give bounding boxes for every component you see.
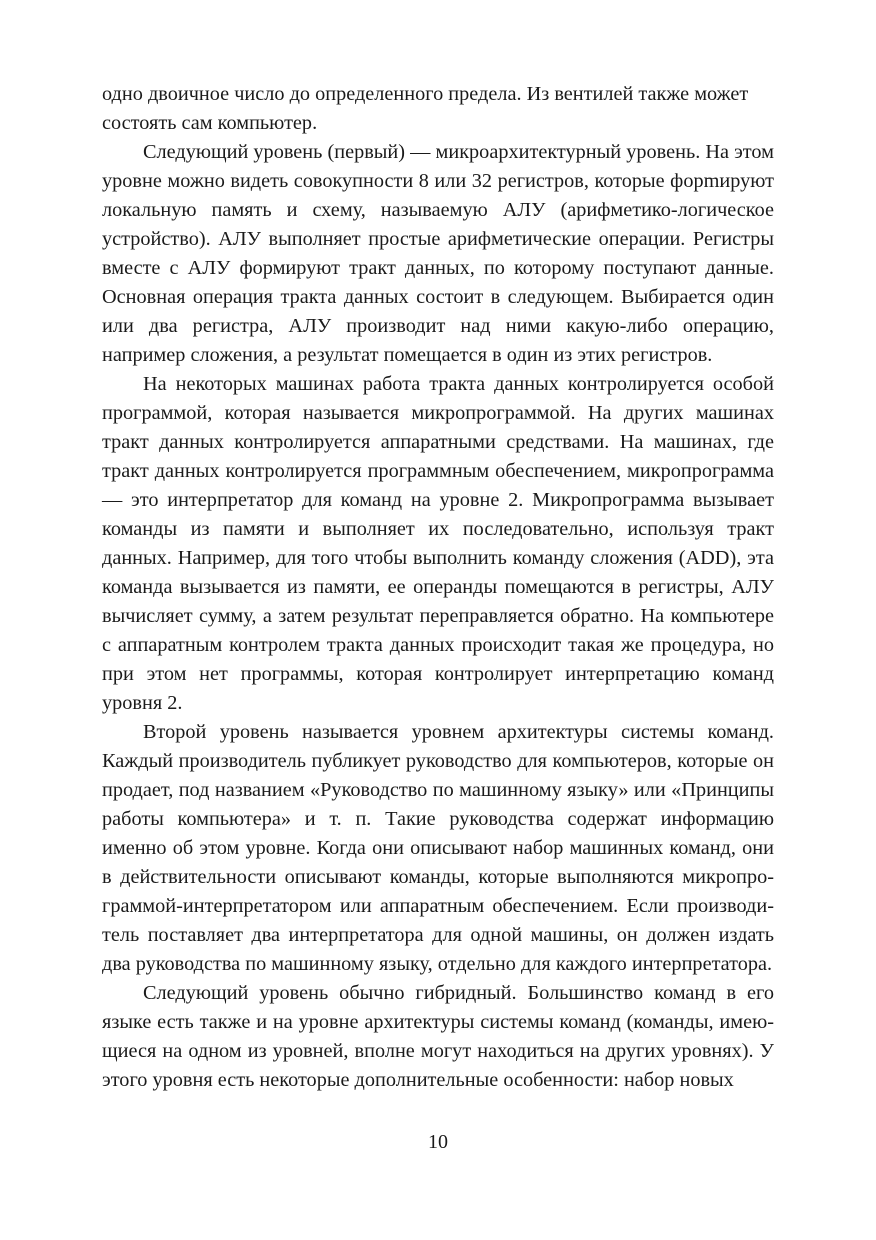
paragraph-microprogram: На некоторых машинах работа тракта данных контролируется особой программой, которая называется микропрограммой. На других машинах тракт данных контролируется аппаратными средствами. На машинах, где тракт данных контролируется программным обеспечением, микропрограмма — это интерпретатор для команд на уровне 2. Микропрограмма вызывает команды из памяти и выполняет их последовательно, используя тракт данных. Например, для того чтобы выполнить команду сложения (ADD), эта команда вызывается из памяти, ее операнды помещаются в регистры, АЛУ вычисляет сумму, а затем результат переправляется обратно. На компьютере с аппаратным контролем тракта данных происходит такая же процедура, но при этом нет программы, которая контролирует интерпретацию команд уровня 2. — [102, 373, 774, 714]
paragraph-isa-level: Второй уровень называется уровнем архитектуры системы команд. Каждый производитель публикует руководство для компьютеров, которые он продает, под названием «Руководство по машинному языку» или «Принципы работы компьютера» и т. п. Такие руководства содержат информацию именно об этом уровне. Когда они описывают набор машинных команд, они в действительности описывают команды, которые выполняются микропрограммой-интерпретатором или аппаратным обеспечением. Если производитель поставляет два интерпретатора для одной машины, он должен издать два руководства по машинному языку, отдельно для каждого интерпретатора. — [102, 721, 774, 975]
paragraph-microarchitecture-level: Следующий уровень (первый) — микроархитектурный уровень. На этом уровне можно видеть совокупности 8 или 32 регистров, которые форmируют локальную память и схему, называемую АЛУ (арифметико-логическое устройство). АЛУ выполняет простые арифметические операции. Регистры вместе с АЛУ формируют тракт данных, по которому поступают данные. Основная операция тракта данных состоит в следующем. Выбирается один или два регистра, АЛУ производит над ними какую-либо операцию, например сложения, а результат помещается в один из этих регистров. — [102, 141, 774, 366]
body-text — [102, 80, 774, 1095]
paragraph-hybrid-level: Следующий уровень обычно гибридный. Большинство команд в его языке есть также и на уровне архитектуры системы команд (команды, имеющиеся на одном из уровней, вполне могут находиться на других уровнях). У этого уровня есть некоторые дополнительные особенности: набор новых — [102, 982, 774, 1091]
paragraph-continuation: одно двоичное число до определенного предела. Из вентилей также может состоять сам компьютер. — [102, 83, 749, 134]
page-number: 10 — [428, 1131, 448, 1153]
